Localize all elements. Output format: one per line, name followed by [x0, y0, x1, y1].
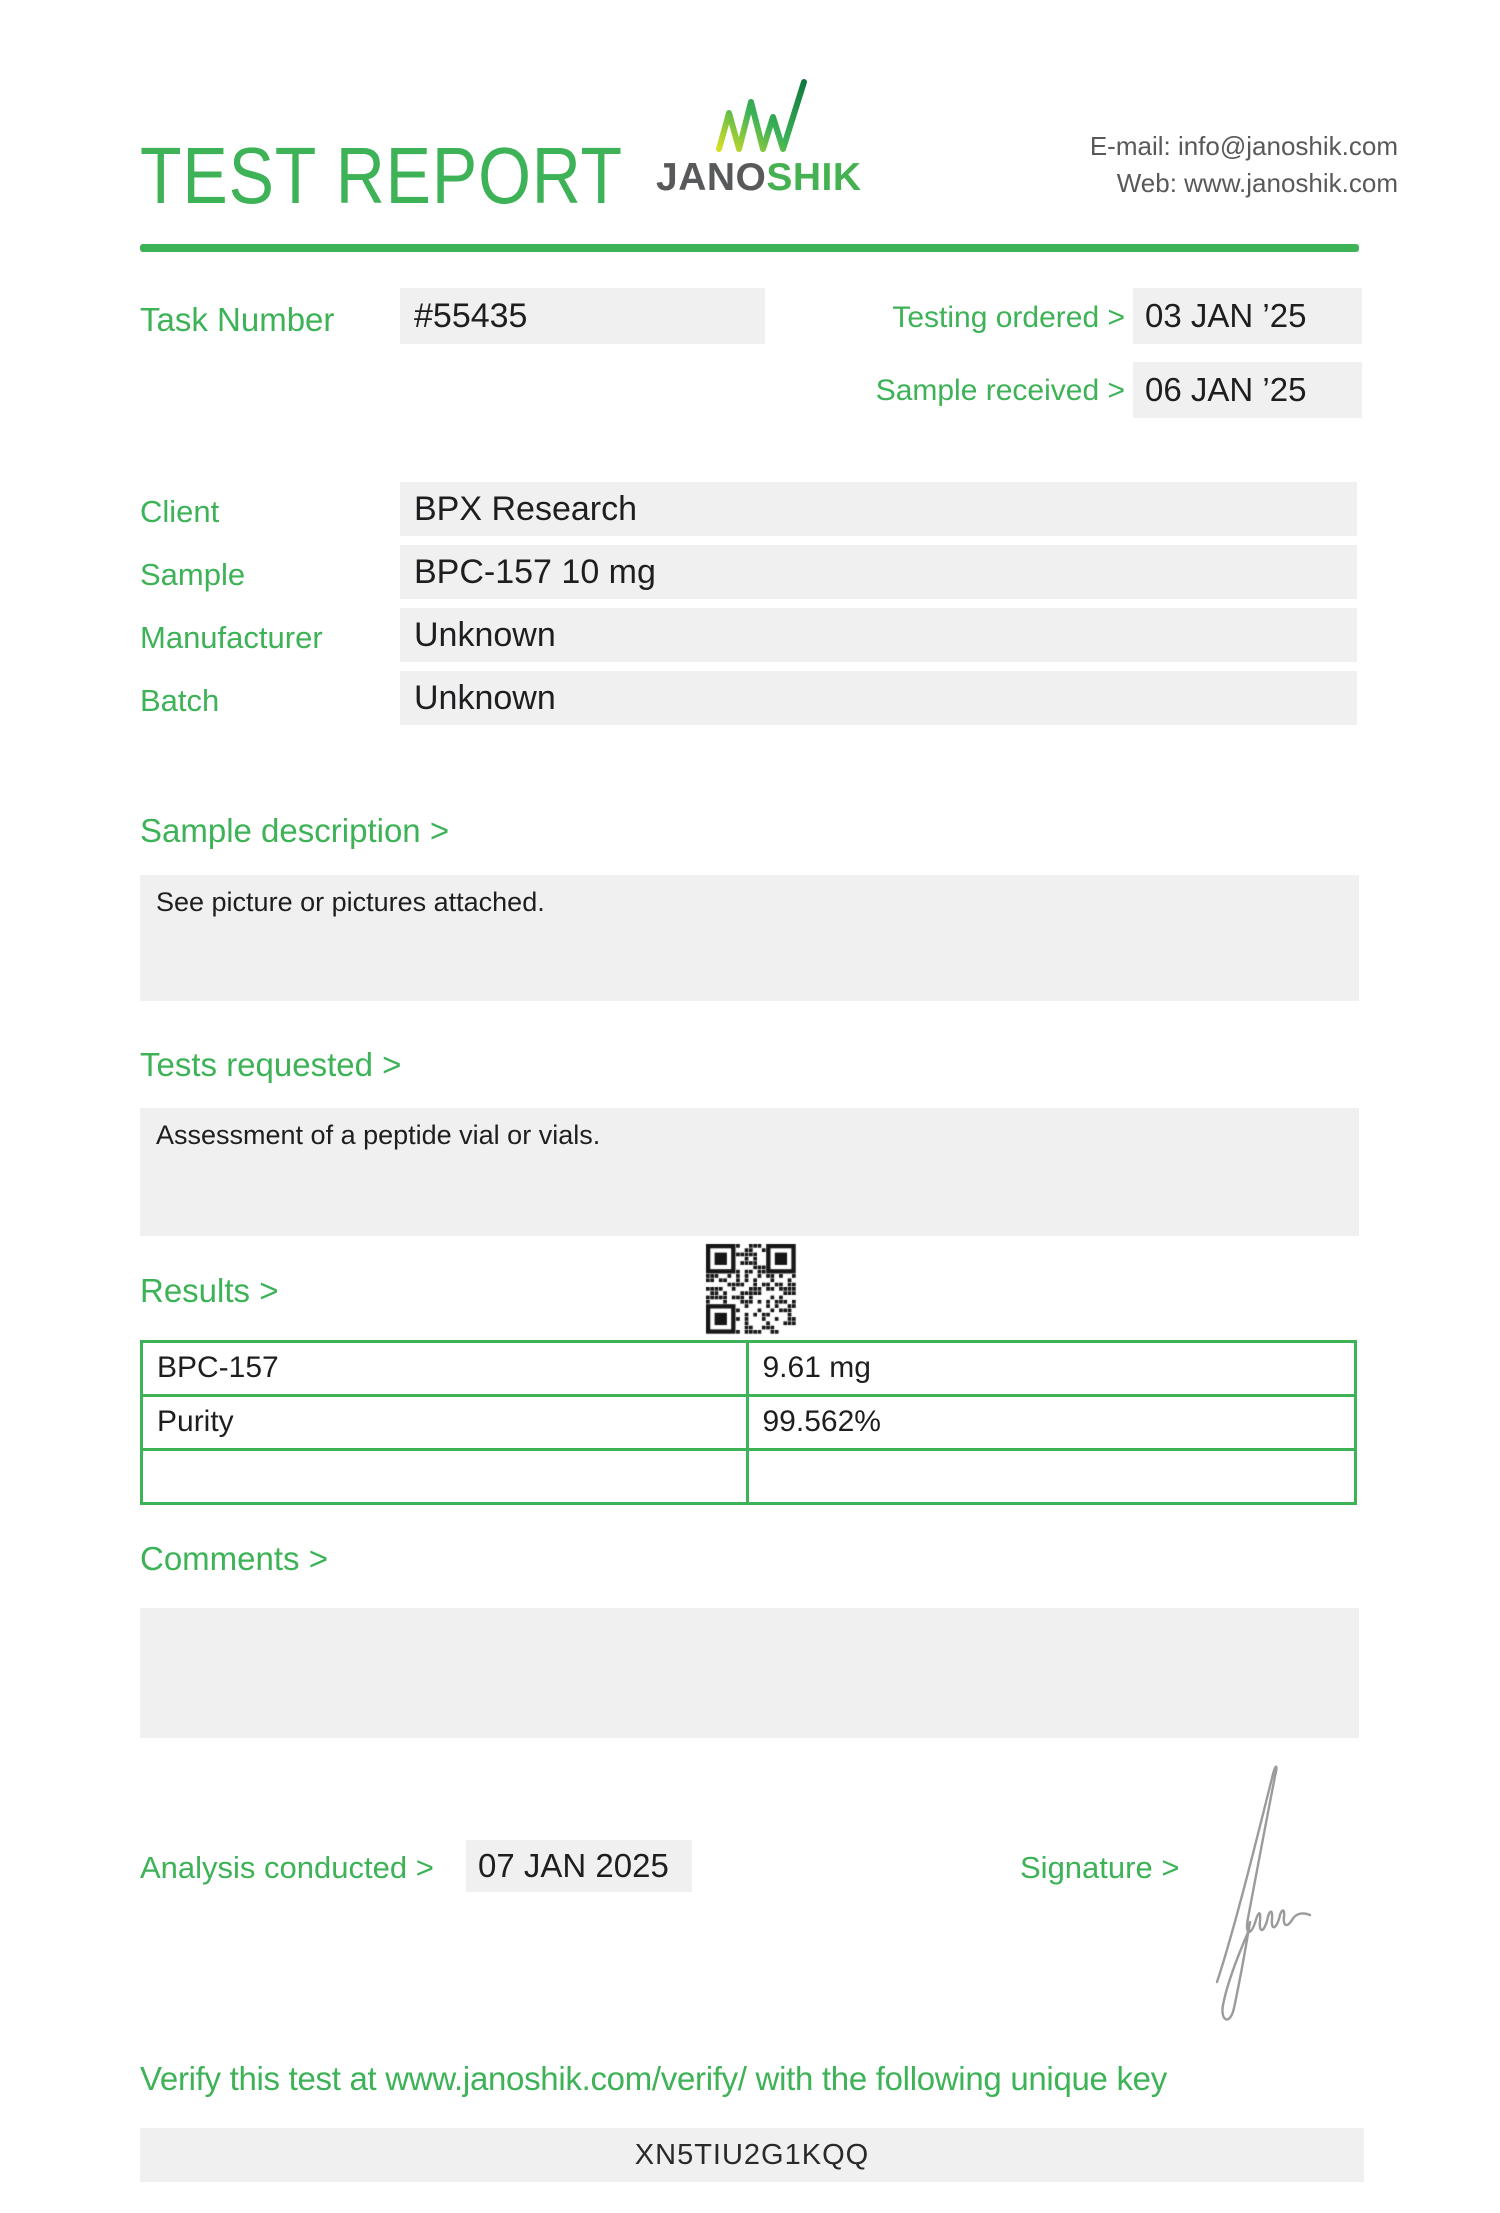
comments-box: [140, 1608, 1359, 1738]
result-name: Purity: [143, 1397, 749, 1448]
table-row: [143, 1343, 1354, 1394]
signature-handwriting: [1200, 1760, 1322, 2030]
batch-label: Batch: [140, 683, 220, 718]
manufacturer-value: Unknown: [400, 608, 1357, 662]
task-number-value: #55435: [400, 288, 765, 344]
result-name: BPC-157: [143, 1343, 749, 1394]
batch-value: Unknown: [400, 671, 1357, 725]
results-heading: Results >: [140, 1272, 279, 1309]
tests-requested-box: [140, 1108, 1359, 1236]
sample-description-box: [140, 875, 1359, 1001]
contact-info: [1090, 128, 1398, 202]
page-title: TEST REPORT: [140, 131, 623, 220]
logo-text-secondary: SHIK: [766, 156, 862, 199]
signature-label: Signature >: [1020, 1850, 1180, 1885]
sample-received-value: 06 JAN ’25: [1133, 362, 1362, 418]
task-number-label: Task Number: [140, 301, 335, 338]
analysis-conducted-label: Analysis conducted >: [140, 1850, 434, 1885]
verify-instruction: Verify this test at www.janoshik.com/verify/ with the following unique key: [140, 2060, 1167, 2097]
result-value: [749, 1451, 1355, 1502]
contact-web: Web: www.janoshik.com: [1116, 167, 1398, 198]
sample-label: Sample: [140, 557, 246, 592]
logo-text-primary: JANO: [656, 156, 767, 199]
analysis-date-value: 07 JAN 2025: [466, 1840, 692, 1892]
sample-description-text: See picture or pictures attached.: [156, 887, 545, 917]
qr-code: [704, 1242, 799, 1337]
table-row: [143, 1394, 1354, 1448]
result-name: [143, 1451, 749, 1502]
comments-heading: Comments >: [140, 1540, 328, 1577]
table-row: [143, 1448, 1354, 1502]
testing-ordered-label: Testing ordered >: [892, 301, 1125, 334]
sample-received-label: Sample received >: [875, 374, 1125, 407]
manufacturer-label: Manufacturer: [140, 620, 323, 655]
tests-requested-heading: Tests requested >: [140, 1046, 402, 1083]
header-divider: [140, 244, 1359, 252]
tests-requested-text: Assessment of a peptide vial or vials.: [156, 1120, 601, 1150]
sample-value: BPC-157 10 mg: [400, 545, 1357, 599]
verify-key: XN5TIU2G1KQQ: [140, 2128, 1364, 2182]
logo-wordmark: [656, 156, 862, 200]
contact-email: E-mail: info@janoshik.com: [1089, 131, 1398, 161]
logo-chart-icon: [712, 76, 812, 156]
testing-ordered-value: 03 JAN ’25: [1133, 288, 1362, 344]
result-value: 99.562%: [762, 1405, 881, 1438]
client-label: Client: [140, 494, 220, 529]
sample-description-heading: Sample description >: [140, 812, 450, 849]
client-value: BPX Research: [400, 482, 1357, 536]
result-value: 9.61 mg: [762, 1351, 871, 1384]
results-table: [140, 1340, 1357, 1505]
